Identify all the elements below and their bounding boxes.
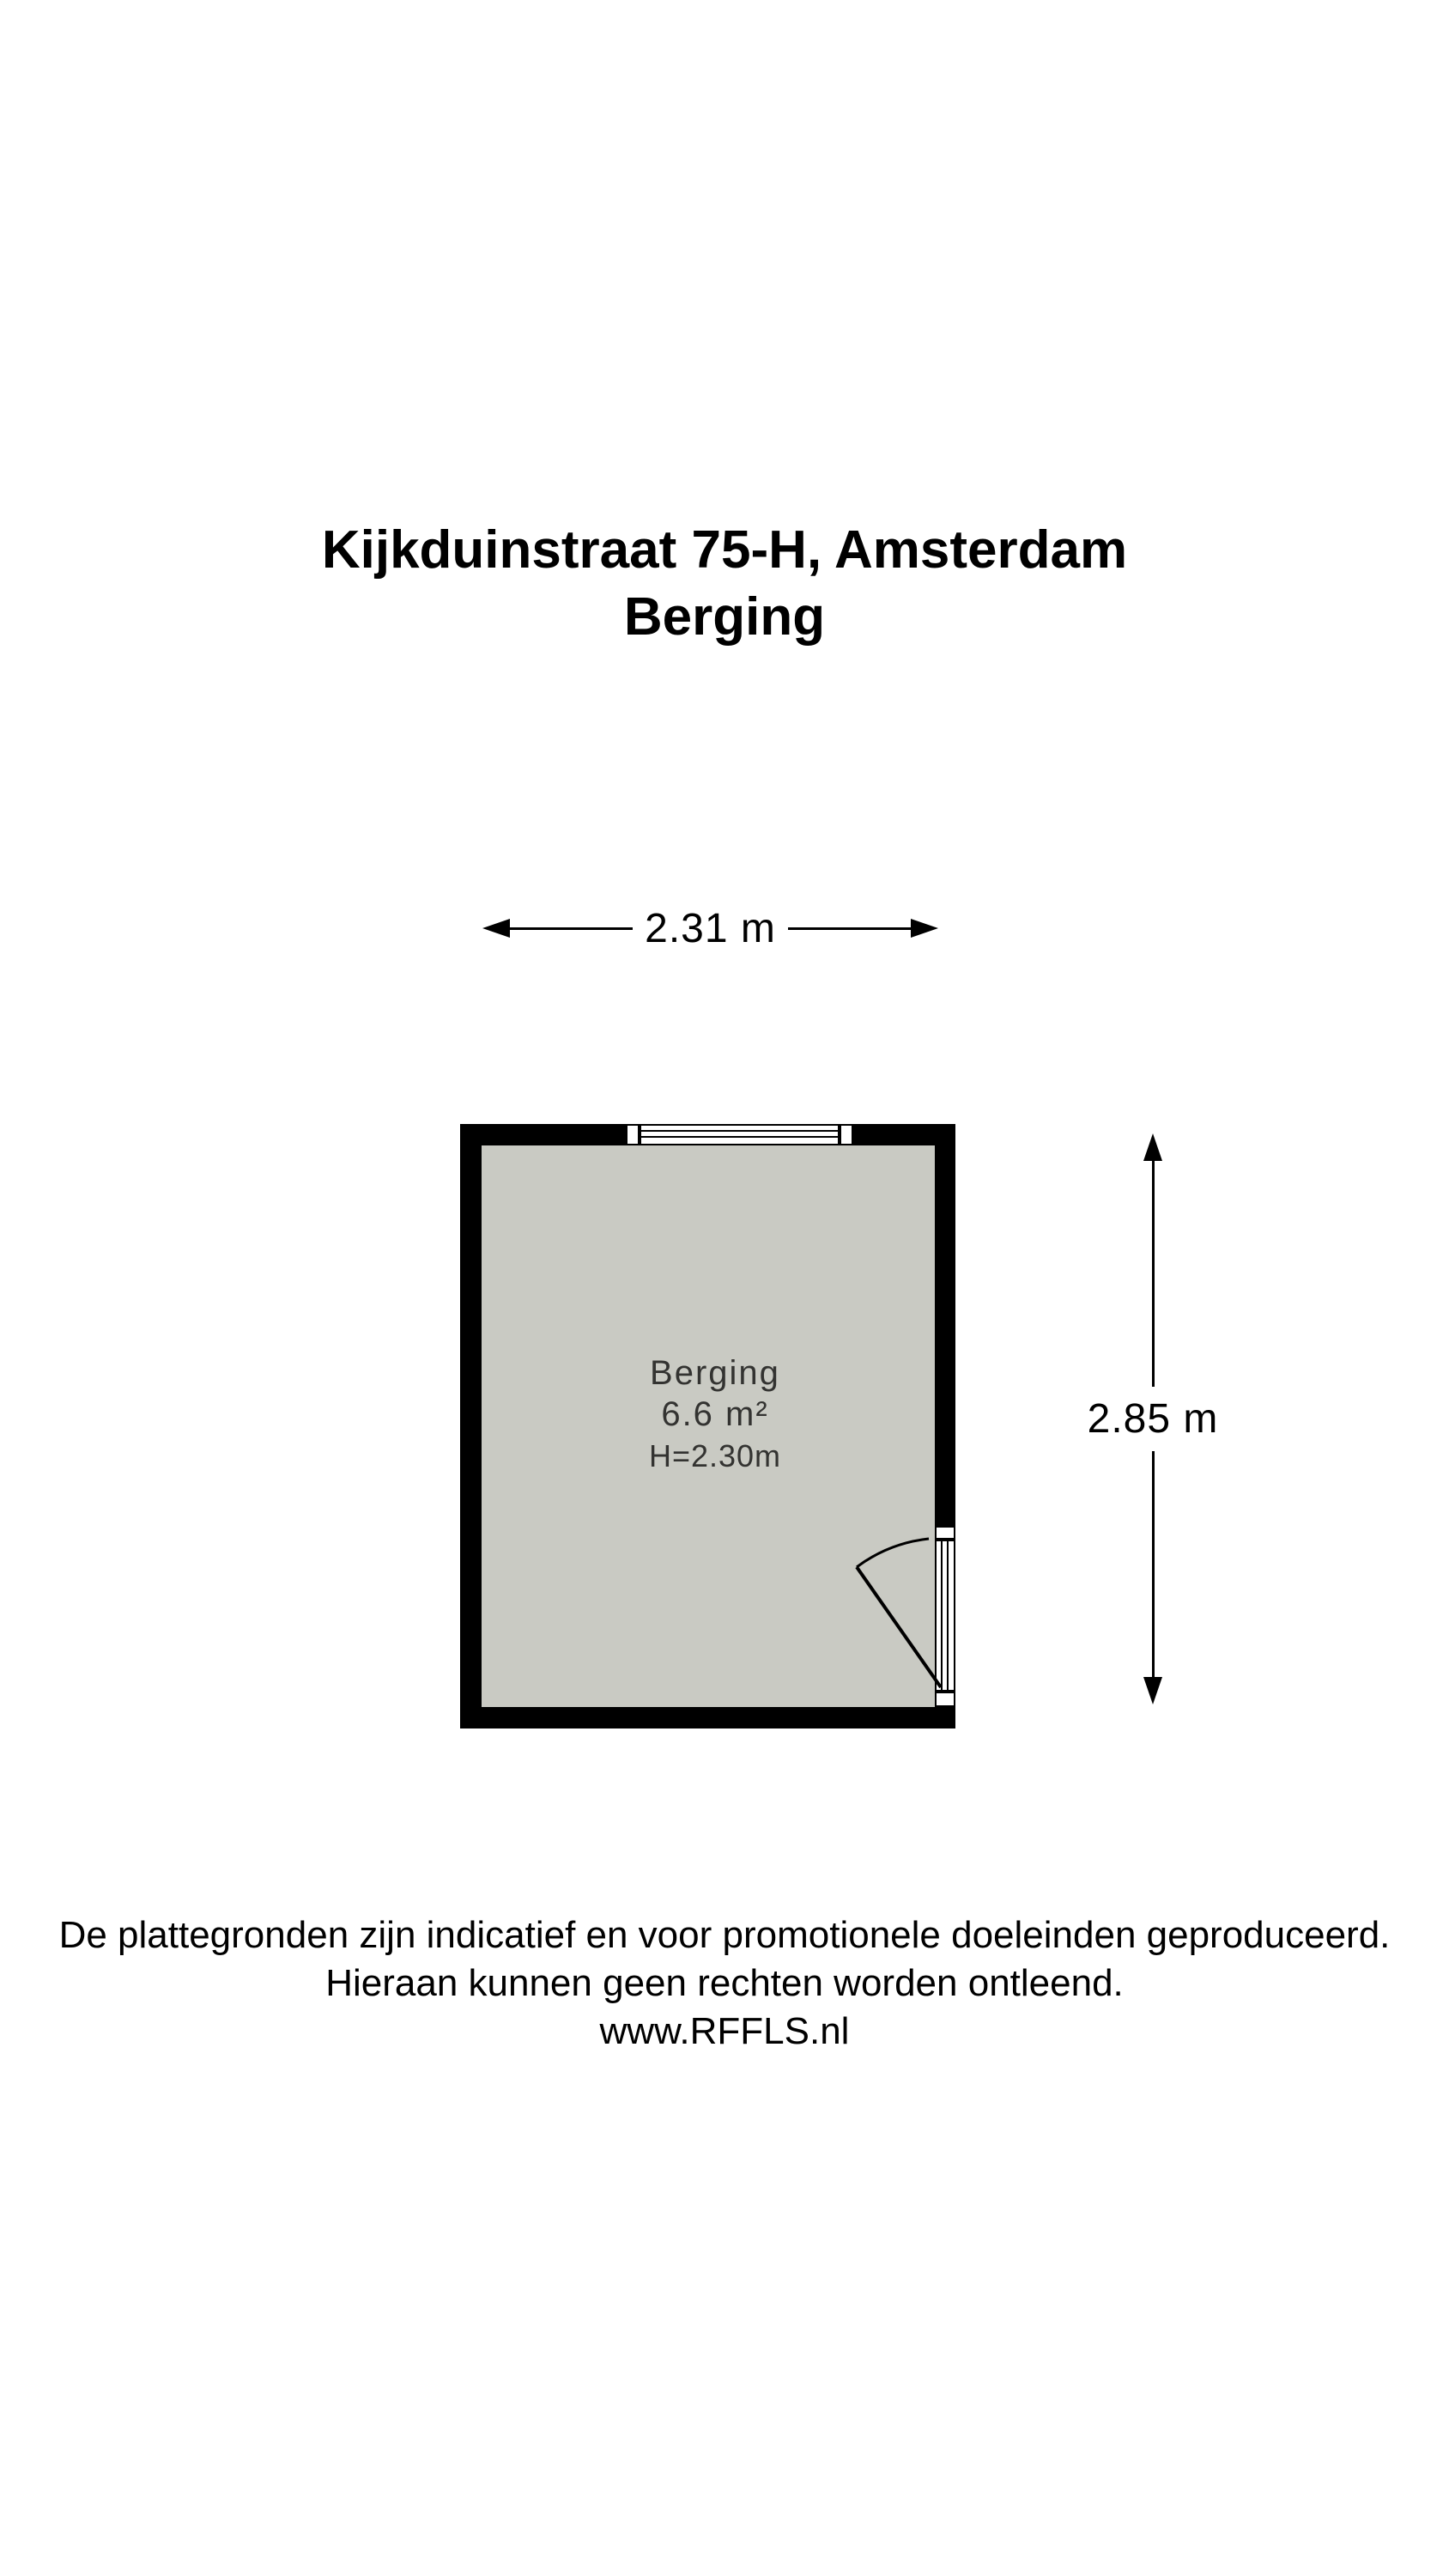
arrow-up-icon (1143, 1133, 1162, 1161)
arrow-down-icon (1143, 1677, 1162, 1704)
width-dimension-label: 2.31 m (645, 905, 776, 951)
dimension-line (510, 927, 633, 930)
width-dimension (482, 903, 938, 953)
footer-website: www.RFFLS.nl (599, 2010, 850, 2052)
dimension-line (788, 927, 911, 930)
footer-disclaimer (0, 1911, 1449, 2056)
height-dimension (1083, 1133, 1222, 1704)
room-label (649, 1353, 781, 1477)
arrow-right-icon (911, 919, 938, 938)
room-area: 6.6 m² (661, 1395, 769, 1433)
height-dimension-label: 2.85 m (1087, 1396, 1219, 1442)
page-title (0, 517, 1449, 651)
dimension-line (1152, 1451, 1155, 1677)
arrow-left-icon (482, 919, 510, 938)
page-title-address: Kijkduinstraat 75-H, Amsterdam (321, 520, 1128, 580)
room-name: Berging (650, 1354, 780, 1392)
dimension-line (1152, 1161, 1155, 1387)
page-title-room: Berging (623, 587, 826, 647)
room-ceiling-height: H=2.30m (648, 1438, 782, 1473)
disclaimer-line-2: Hieraan kunnen geen rechten worden ontleend. (325, 1962, 1124, 2004)
disclaimer-line-1: De plattegronden zijn indicatief en voor promotionele doeleinden geproduceerd. (58, 1914, 1391, 1956)
